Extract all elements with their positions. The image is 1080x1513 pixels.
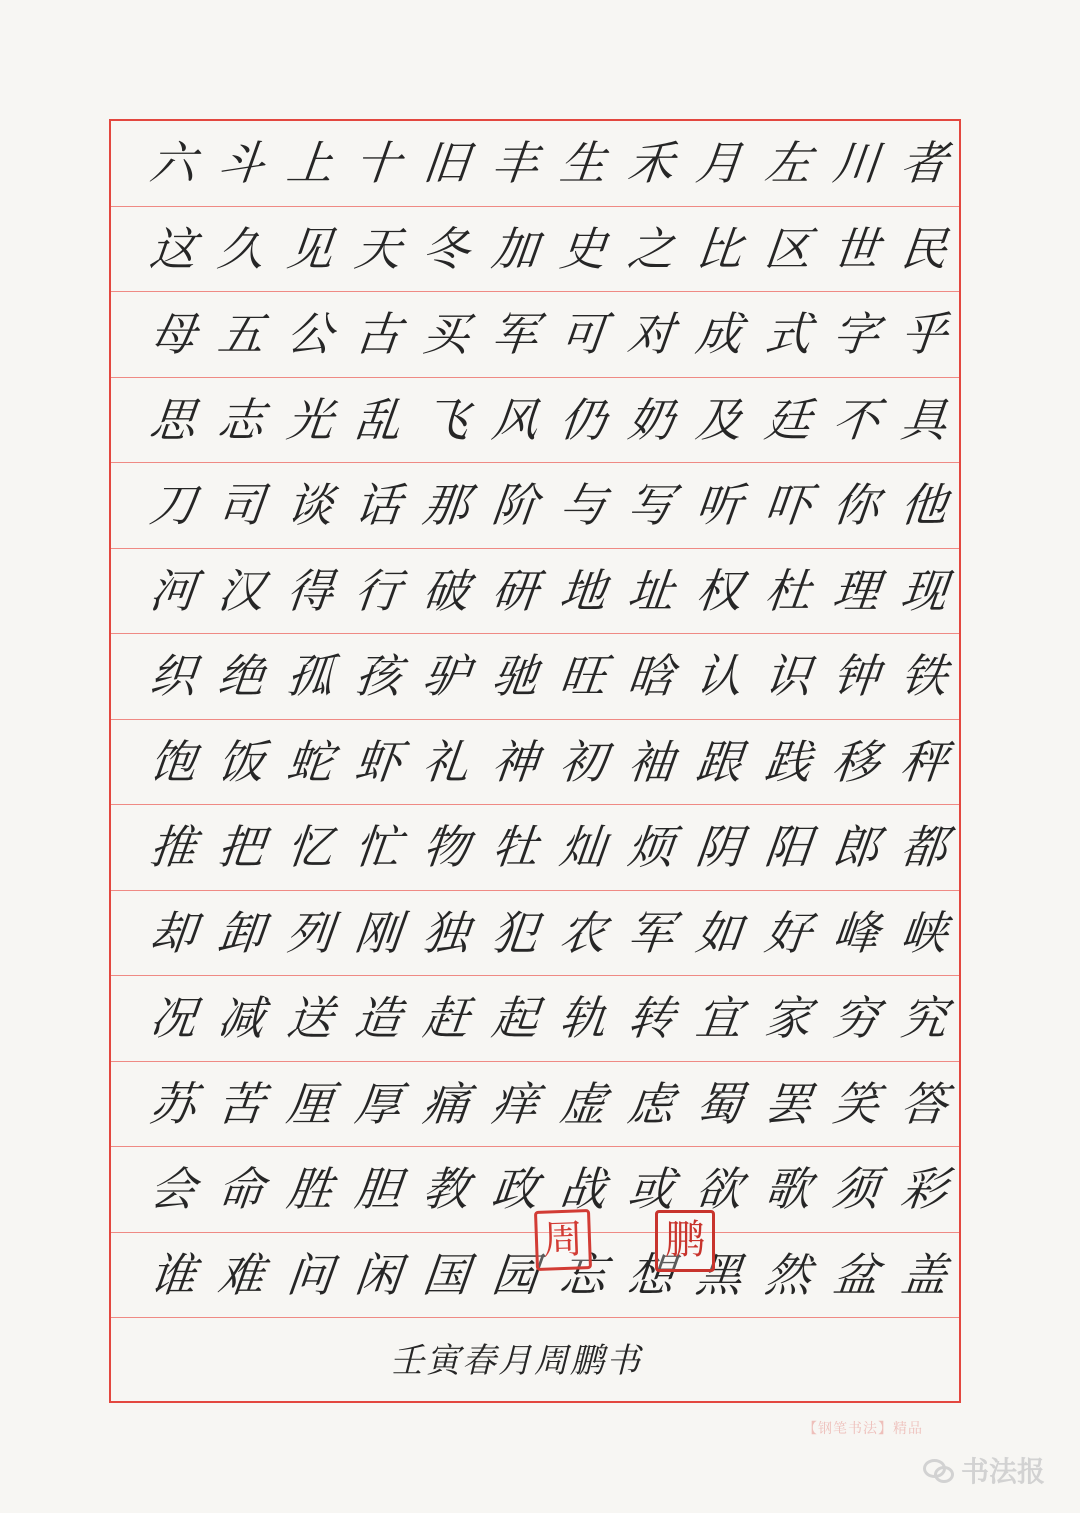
character-cell: 穷 [830,991,882,1045]
character-cell: 礼 [420,734,473,789]
character-cell: 十 [352,136,404,190]
character-cell: 会 [147,1162,199,1216]
character-cell: 虚 [556,1076,609,1131]
character-cell: 况 [147,991,199,1045]
character-cell: 奶 [625,392,677,447]
character-cell: 或 [625,1162,677,1216]
character-cell: 物 [420,820,473,874]
character-cell: 移 [830,734,882,789]
grid-row [111,121,959,207]
character-cell: 刚 [352,905,404,960]
character-cell: 胜 [283,1162,336,1216]
character-cell: 理 [830,563,882,618]
character-cell: 歌 [761,1162,814,1216]
character-cell: 笑 [830,1076,882,1131]
character-cell: 绝 [215,649,268,703]
character-cell: 驴 [420,649,473,703]
character-cell: 国 [420,1247,473,1302]
character-cell: 刀 [147,478,199,532]
signature-row [111,1319,959,1403]
character-cell: 之 [625,221,677,276]
character-cell: 志 [215,392,268,447]
character-cell: 孤 [283,649,336,703]
character-cell: 把 [215,820,268,874]
character-cell: 不 [830,392,882,447]
character-cell: 风 [488,392,541,447]
character-cell: 彩 [898,1162,951,1216]
character-cell: 破 [420,563,473,618]
character-cell: 上 [283,136,336,190]
small-stamp: 【钢笔书法】精品 [803,1421,923,1437]
character-cell: 月 [693,136,746,190]
character-cell: 饭 [215,734,268,789]
character-cell: 黑 [693,1247,746,1302]
character-cell: 字 [830,307,882,361]
character-cell: 加 [488,221,541,276]
grid-row [111,1062,959,1148]
character-cell: 见 [283,221,336,276]
character-cell: 送 [283,991,336,1045]
character-cell: 飞 [420,392,473,447]
character-cell: 问 [283,1247,336,1302]
character-cell: 那 [420,478,473,532]
character-cell: 痒 [488,1076,541,1131]
character-cell: 识 [761,649,814,703]
character-cell: 欲 [693,1162,746,1216]
character-cell: 赶 [420,991,473,1045]
character-cell: 及 [693,392,746,447]
character-cell: 胆 [352,1162,404,1216]
character-cell: 阴 [693,820,746,874]
character-cell: 吓 [761,478,814,532]
character-cell: 话 [352,478,404,532]
character-cell: 蛇 [283,734,336,789]
character-cell: 却 [147,905,199,960]
character-cell: 具 [898,392,951,447]
character-cell: 者 [898,136,951,190]
character-cell: 铁 [898,649,951,703]
character-cell: 仍 [556,392,609,447]
character-cell: 闲 [352,1247,404,1302]
character-cell: 独 [420,905,473,960]
wechat-icon [923,1459,953,1481]
character-cell: 可 [556,307,609,361]
character-cell: 行 [352,563,404,618]
character-cell: 军 [488,307,541,361]
character-cell: 民 [898,221,951,276]
character-cell: 史 [556,221,609,276]
character-cell: 与 [556,478,609,532]
grid-row [111,549,959,635]
character-cell: 成 [693,307,746,361]
character-cell: 这 [147,221,199,276]
character-cell: 虾 [352,734,404,789]
character-cell: 织 [147,649,199,703]
watermark-text: 书法报 [961,1455,1046,1488]
character-cell: 军 [625,905,677,960]
character-cell: 教 [420,1162,473,1216]
character-cell: 烦 [625,820,677,874]
character-cell: 丰 [488,136,541,190]
character-cell: 如 [693,905,746,960]
character-cell: 牡 [488,820,541,874]
character-cell: 都 [898,820,951,874]
character-cell: 战 [556,1162,609,1216]
character-cell: 六 [147,136,199,190]
character-cell: 农 [556,905,609,960]
watermark [923,1450,1045,1490]
character-cell: 列 [283,905,336,960]
character-cell: 河 [147,563,199,618]
character-cell: 钟 [830,649,882,703]
character-cell: 轨 [556,991,609,1045]
character-cell: 盆 [830,1247,882,1302]
character-cell: 苦 [215,1076,268,1131]
character-cell: 区 [761,221,814,276]
character-cell: 忙 [352,820,404,874]
character-cell: 厚 [352,1076,404,1131]
character-cell: 古 [352,307,404,361]
character-cell: 得 [283,563,336,618]
character-cell: 五 [215,307,268,361]
character-cell: 园 [488,1247,541,1302]
character-cell: 斗 [215,136,268,190]
character-cell: 袖 [625,734,677,789]
character-cell: 禾 [625,136,677,190]
character-cell: 厘 [283,1076,336,1131]
character-cell: 减 [215,991,268,1045]
character-cell: 苏 [147,1076,199,1131]
character-cell: 晗 [625,649,677,703]
grid-row [111,805,959,891]
character-cell: 公 [283,307,336,361]
character-cell: 推 [147,820,199,874]
character-cell: 忘 [556,1247,609,1302]
character-cell: 命 [215,1162,268,1216]
grid-row [111,463,959,549]
character-cell: 阶 [488,478,541,532]
character-cell: 址 [625,563,677,618]
character-cell: 他 [898,478,951,532]
grid-row [111,634,959,720]
character-cell: 母 [147,307,199,361]
character-cell: 痛 [420,1076,473,1131]
character-cell: 忆 [283,820,336,874]
character-cell: 旺 [556,649,609,703]
character-cell: 难 [215,1247,268,1302]
grid-row [111,292,959,378]
character-cell: 卸 [215,905,268,960]
character-cell: 宜 [693,991,746,1045]
character-cell: 然 [761,1247,814,1302]
calligraphy-sheet [109,119,961,1403]
character-cell: 乱 [352,392,404,447]
character-cell: 神 [488,734,541,789]
character-cell: 天 [352,221,404,276]
character-cell: 阳 [761,820,814,874]
grid-row [111,891,959,977]
character-cell: 世 [830,221,882,276]
character-cell: 你 [830,478,882,532]
character-cell: 认 [693,649,746,703]
character-cell: 践 [761,734,814,789]
character-cell: 比 [693,221,746,276]
character-cell: 式 [761,307,814,361]
character-cell: 买 [420,307,473,361]
character-cell: 究 [898,991,951,1045]
character-cell: 写 [625,478,677,532]
seal-zhou: 周 [534,1209,592,1271]
character-cell: 郎 [830,820,882,874]
character-cell: 听 [693,478,746,532]
character-cell: 须 [830,1162,882,1216]
character-cell: 答 [898,1076,951,1131]
character-cell: 起 [488,991,541,1045]
character-cell: 现 [898,563,951,618]
character-cell: 谁 [147,1247,199,1302]
character-cell: 峡 [898,905,951,960]
character-cell: 光 [283,392,336,447]
character-cell: 造 [352,991,404,1045]
grid-row [111,378,959,464]
character-cell: 旧 [420,136,473,190]
character-cell: 盖 [898,1247,951,1302]
character-cell: 冬 [420,221,473,276]
character-cell: 权 [693,563,746,618]
character-cell: 杜 [761,563,814,618]
character-cell: 秤 [898,734,951,789]
character-cell: 政 [488,1162,541,1216]
character-grid [111,121,959,1319]
character-cell: 饱 [147,734,199,789]
character-cell: 蜀 [693,1076,746,1131]
grid-row [111,720,959,806]
character-cell: 生 [556,136,609,190]
seal-peng: 鹏 [655,1210,715,1272]
character-cell: 灿 [556,820,609,874]
character-cell: 久 [215,221,268,276]
grid-row [111,976,959,1062]
character-cell: 地 [556,563,609,618]
character-cell: 家 [761,991,814,1045]
character-cell: 转 [625,991,677,1045]
character-cell: 罢 [761,1076,814,1131]
character-cell: 乎 [898,307,951,361]
character-cell: 犯 [488,905,541,960]
character-cell: 研 [488,563,541,618]
character-cell: 峰 [830,905,882,960]
character-cell: 谈 [283,478,336,532]
character-cell: 跟 [693,734,746,789]
character-cell: 左 [761,136,814,190]
character-cell: 虑 [625,1076,677,1131]
character-cell: 想 [625,1247,677,1302]
character-cell: 驰 [488,649,541,703]
grid-row [111,207,959,293]
character-cell: 川 [830,136,882,190]
character-cell: 初 [556,734,609,789]
character-cell: 孩 [352,649,404,703]
character-cell: 汉 [215,563,268,618]
character-cell: 司 [215,478,268,532]
character-cell: 好 [761,905,814,960]
character-cell: 廷 [761,392,814,447]
character-cell: 对 [625,307,677,361]
signature-text: 壬寅春月周鹏书 [390,1341,642,1381]
character-cell: 思 [147,392,199,447]
